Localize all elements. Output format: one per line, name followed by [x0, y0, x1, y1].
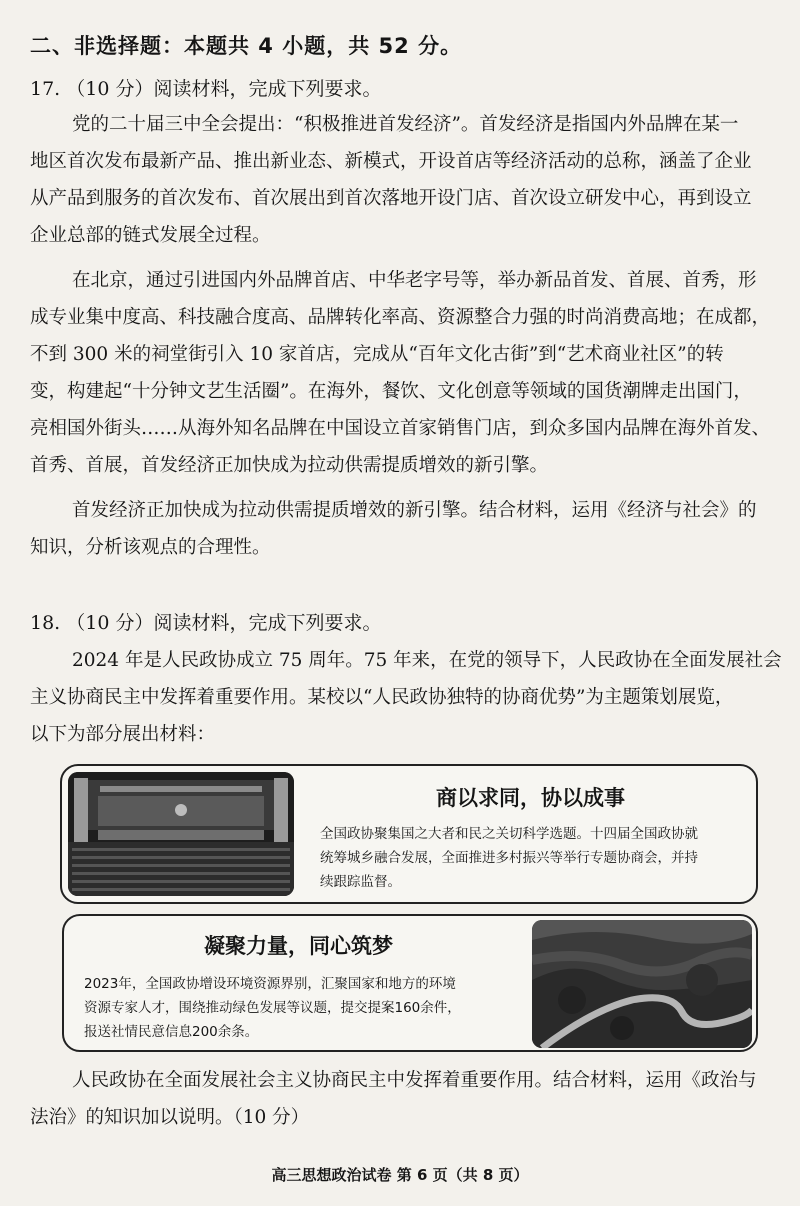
- river-landscape-illustration: [532, 920, 752, 1048]
- plenary-hall-illustration: [68, 772, 294, 896]
- q18-material-paragraph-1: [30, 642, 786, 753]
- exhibit-card-consultation: [60, 764, 758, 904]
- page-footer: 高三思想政治试卷 第 6 页（共 8 页）: [271, 1166, 529, 1184]
- river-landscape-photo: [532, 920, 752, 1048]
- q17-p1-line: 地区首次发布最新产品、推出新业态、新模式，开设首店等经济活动的总称，涵盖了企业: [30, 151, 752, 172]
- card1-line: 续跟踪监督。: [320, 874, 401, 890]
- q17-p1-line: 党的二十届三中全会提出：“积极推进首发经济”。首发经济是指国内外品牌在某一: [72, 114, 739, 135]
- q18-p1-line: 以下为部分展出材料：: [30, 724, 216, 745]
- plenary-hall-photo: [68, 772, 294, 896]
- q18-p1-line: 主义协商民主中发挥着重要作用。某校以“人民政协独特的协商优势”为主题策划展览，: [30, 687, 734, 708]
- q17-p2-line: 成专业集中度高、科技融合度高、品牌转化率高、资源整合力强的时尚消费高地；在成都，: [30, 307, 771, 328]
- card2-line: 2023年，全国政协增设环境资源界别，汇聚国家和地方的环境: [84, 976, 456, 992]
- card1-text: [320, 822, 698, 894]
- q18-task: [30, 1062, 786, 1136]
- q17-heading: 17. （10 分）阅读材料，完成下列要求。: [30, 78, 382, 100]
- q17-p2-line: 不到 300 米的祠堂街引入 10 家首店，完成从“百年文化古街”到“艺术商业社区”的转: [30, 344, 724, 365]
- q17-p1-line: 企业总部的链式发展全过程。: [30, 225, 271, 246]
- q17-material-paragraph-2: [30, 262, 786, 484]
- q18-task-line: 人民政协在全面发展社会主义协商民主中发挥着重要作用。结合材料，运用《政治与: [72, 1070, 757, 1091]
- card2-line: 报送社情民意信息200余条。: [84, 1024, 259, 1040]
- q18-heading: 18. （10 分）阅读材料，完成下列要求。: [30, 612, 382, 634]
- q17-task: [30, 492, 786, 566]
- q17-p2-line: 亮相国外街头……从海外知名品牌在中国设立首家销售门店，到众多国内品牌在海外首发、: [30, 418, 771, 439]
- card1-line: 统筹城乡融合发展，全面推进多村振兴等举行专题协商会，并持: [320, 850, 698, 866]
- exhibit-card-unity: [62, 914, 758, 1052]
- card2-line: 资源专家人才，围绕推动绿色发展等议题，提交提案160余件，: [84, 1000, 461, 1016]
- card1-line: 全国政协聚集国之大者和民之关切科学选题。十四届全国政协就: [320, 826, 698, 842]
- q18-p1-line: 2024 年是人民政协成立 75 周年。75 年来，在党的领导下，人民政协在全面发展社会: [72, 650, 782, 671]
- q17-material-paragraph-1: [30, 106, 786, 254]
- card2-text: [84, 972, 461, 1044]
- card1-heading: 商以求同，协以成事: [436, 786, 625, 810]
- q17-p1-line: 从产品到服务的首次发布、首次展出到首次落地开设门店、首次设立研发中心，再到设立: [30, 188, 752, 209]
- card2-heading: 凝聚力量，同心筑梦: [204, 934, 393, 958]
- q17-p2-line: 变，构建起“十分钟文艺生活圈”。在海外，餐饮、文化创意等领域的国货潮牌走出国门，: [30, 381, 752, 402]
- q18-task-line: 法治》的知识加以说明。（10 分）: [30, 1107, 310, 1128]
- q17-task-line: 首发经济正加快成为拉动供需提质增效的新引擎。结合材料，运用《经济与社会》的: [72, 500, 757, 521]
- section-title: 二、非选择题：本题共 4 小题，共 52 分。: [30, 34, 463, 58]
- q17-task-line: 知识，分析该观点的合理性。: [30, 537, 271, 558]
- q17-p2-line: 在北京，通过引进国内外品牌首店、中华老字号等，举办新品首发、首展、首秀，形: [72, 270, 757, 291]
- q17-p2-line: 首秀、首展，首发经济正加快成为拉动供需提质增效的新引擎。: [30, 455, 549, 476]
